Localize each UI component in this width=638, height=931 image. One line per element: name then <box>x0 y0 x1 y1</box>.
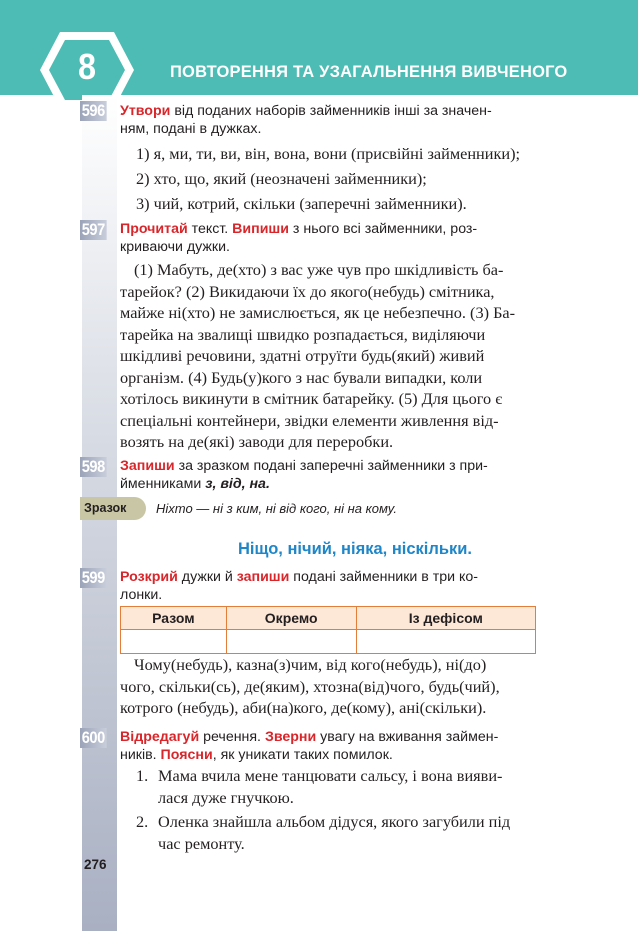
task-verb: Запиши <box>120 458 175 474</box>
item-line: Мама вчила мене танцювати сальсу, і вона вияви- <box>158 766 503 785</box>
exercise-number: 599 <box>81 568 105 587</box>
text-line: спеціальні контейнери, звідки елементи живлення від- <box>120 410 499 430</box>
item-line: час ремонту. <box>158 833 245 853</box>
task-verb: Прочитай <box>120 221 188 237</box>
columns-table <box>120 606 536 654</box>
sample-text: Ніхто — ні з ким, ні від кого, ні на кому. <box>156 501 397 516</box>
task-text: йменниками <box>120 476 206 492</box>
page-number: 276 <box>84 857 107 872</box>
task-text: криваючи дужки. <box>120 239 230 255</box>
exercise-596-task <box>120 102 560 138</box>
item-line: лася дуже гнучкою. <box>158 787 294 807</box>
exercise-number: 597 <box>81 220 105 239</box>
table-cell <box>121 630 227 654</box>
task-verb: Відредагуй <box>120 729 200 745</box>
text-line: тарейок? (2) Викидаючи їх до якого(небудь) смітника, <box>120 281 495 301</box>
list-item: 2) хто, що, який (неозначені займенники); <box>136 169 427 188</box>
prepositions: з, від, на. <box>205 476 270 492</box>
task-verb: Зверни <box>264 729 317 745</box>
exercise-number: 598 <box>81 457 105 476</box>
exercise-number: 600 <box>81 728 105 747</box>
list-item <box>136 765 591 808</box>
text-line: возять на де(які) заводи для переробки. <box>120 432 394 451</box>
table-cell <box>356 630 535 654</box>
exercise-600-task <box>120 728 560 764</box>
task-text: подані займенники в три ко- <box>289 569 479 585</box>
text-line: майже ні(хто) не замислюється, як це небезпечно. (3) Ба- <box>120 303 516 322</box>
text-line: котрого (небудь), аби(на)кого, де(кому), ані(скільки). <box>120 698 487 717</box>
task-text: речення. <box>199 729 265 745</box>
task-text: текст. <box>187 221 233 237</box>
exercise-597-task <box>120 220 560 256</box>
task-verb: Випиши <box>232 221 289 237</box>
exercise-597-text <box>120 259 590 453</box>
task-verb: Поясни <box>160 747 213 763</box>
table-cell <box>226 630 356 654</box>
exercise-596-list <box>136 141 591 216</box>
task-text: від поданих наборів займенників інші за значен- <box>170 103 492 119</box>
sample-label: Зразок <box>80 497 146 520</box>
task-text: лонки. <box>120 587 163 603</box>
chapter-number: 8 <box>77 46 97 87</box>
text-line: хотілось викинути в смітник батарейку. (5) Для цього є <box>120 389 503 408</box>
column-header: Із дефісом <box>356 607 535 630</box>
item-number: 1. <box>136 766 149 785</box>
list-item: 3) чий, котрий, скільки (заперечні займенники). <box>136 194 467 213</box>
text-line: (1) Мабуть, де(хто) з вас уже чув про шкідливість ба- <box>134 260 504 279</box>
text-line: шкідливі речовини, здатні отруїти будь(який) живий <box>120 346 485 365</box>
exercise-599-task <box>120 568 560 604</box>
task-text: увагу на вживання займен- <box>316 729 499 745</box>
item-number: 2. <box>136 812 149 831</box>
task-text: дужки й <box>177 569 237 585</box>
exercise-599-text <box>120 654 590 719</box>
column-header: Разом <box>121 607 227 630</box>
text-line: тарейка на звалищі швидко розпадається, виділяючи <box>120 324 486 344</box>
task-verb: Розкрий <box>120 569 178 585</box>
pronoun-list: Ніщо, нічий, ніяка, ніскільки. <box>238 540 472 558</box>
task-text: з нього всі займенники, роз- <box>288 221 478 237</box>
task-verb: запиши <box>236 569 290 585</box>
text-line: організм. (4) Будь(у)кого з нас бували випадки, коли <box>120 367 483 387</box>
column-header: Окремо <box>226 607 356 630</box>
task-text: за зразком подані заперечні займенники з при- <box>174 458 488 474</box>
item-line: Оленка знайшла альбом дідуся, якого загубили під <box>158 812 511 831</box>
task-text: ників. <box>120 747 161 763</box>
exercise-598-task <box>120 457 560 493</box>
chapter-title: ПОВТОРЕННЯ ТА УЗАГАЛЬНЕННЯ ВИВЧЕНОГО <box>170 63 568 81</box>
exercise-600-list <box>136 765 591 854</box>
exercise-number: 596 <box>81 101 105 120</box>
task-text: ням, подані в дужках. <box>120 121 262 137</box>
task-verb: Утвори <box>120 103 171 119</box>
text-line: чого, скільки(сь), де(яким), хтозна(від)чого, будь(чий), <box>120 676 500 696</box>
task-text: , як уникати таких помилок. <box>212 747 393 763</box>
list-item: 1) я, ми, ти, ви, він, вона, вони (присвійні займенники); <box>136 144 521 163</box>
list-item <box>136 811 591 854</box>
text-line: Чому(небудь), казна(з)чим, від кого(небудь), ні(до) <box>134 655 487 674</box>
